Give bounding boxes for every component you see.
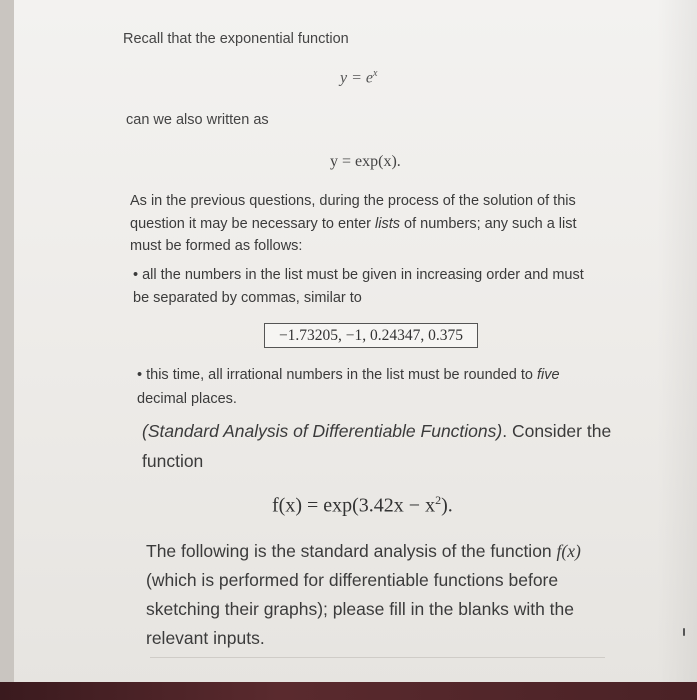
instructions-text-1: As in the previous questions, during the process of the solution of this question it may be necessary to enter bbox=[130, 193, 576, 232]
function-rhs: ). bbox=[441, 494, 453, 517]
paragraph-text-1: The following is the standard analysis of the function bbox=[146, 541, 557, 561]
paragraph-text-2: (which is performed for differentiable functions before sketching their graphs); please fill in the blanks with the relevant inputs. bbox=[146, 570, 575, 648]
right-shadow bbox=[657, 0, 697, 700]
bullet-text-2: decimal places. bbox=[137, 391, 237, 407]
bullet-increasing-order bbox=[133, 264, 603, 309]
bullet-marker: • bbox=[133, 267, 139, 283]
function-reference: f(x) bbox=[556, 541, 581, 561]
analysis-title: (Standard Analysis of Differentiable Functions) bbox=[142, 421, 503, 441]
analysis-heading bbox=[142, 416, 612, 476]
equation-exp: y = exp(x). bbox=[330, 153, 401, 170]
function-lhs: f(x) = exp(3.42x − x bbox=[272, 494, 436, 517]
bottom-edge-bar bbox=[0, 682, 697, 700]
equation-exponential-power: x bbox=[373, 68, 378, 79]
instructions-paragraph bbox=[130, 190, 610, 258]
alt-text: can we also written as bbox=[126, 112, 269, 128]
function-exponent: 2 bbox=[435, 493, 442, 507]
function-definition bbox=[272, 493, 453, 518]
left-edge bbox=[0, 0, 14, 700]
bullet-text: all the numbers in the list must be given in increasing order and must be separated by commas, similar to bbox=[133, 267, 584, 306]
bullet-text-1: this time, all irrational numbers in the list must be rounded to bbox=[146, 367, 537, 383]
standard-analysis-paragraph bbox=[146, 537, 616, 653]
bullet-rounding bbox=[137, 363, 607, 411]
equation-exponential bbox=[340, 68, 377, 87]
equation-exponential-base: y = e bbox=[340, 69, 373, 87]
intro-text: Recall that the exponential function bbox=[123, 31, 349, 47]
analysis-text: . Consider the function bbox=[142, 421, 612, 471]
instructions-emphasis: lists bbox=[375, 215, 401, 232]
bullet-emphasis: five bbox=[537, 367, 560, 383]
example-list-box: −1.73205, −1, 0.24347, 0.375 bbox=[264, 323, 478, 348]
edge-mark bbox=[683, 628, 685, 636]
instructions-text-2: of numbers; any such a list must be formed as follows: bbox=[130, 215, 577, 254]
divider-line bbox=[150, 657, 605, 658]
bullet-marker: • bbox=[137, 367, 143, 383]
